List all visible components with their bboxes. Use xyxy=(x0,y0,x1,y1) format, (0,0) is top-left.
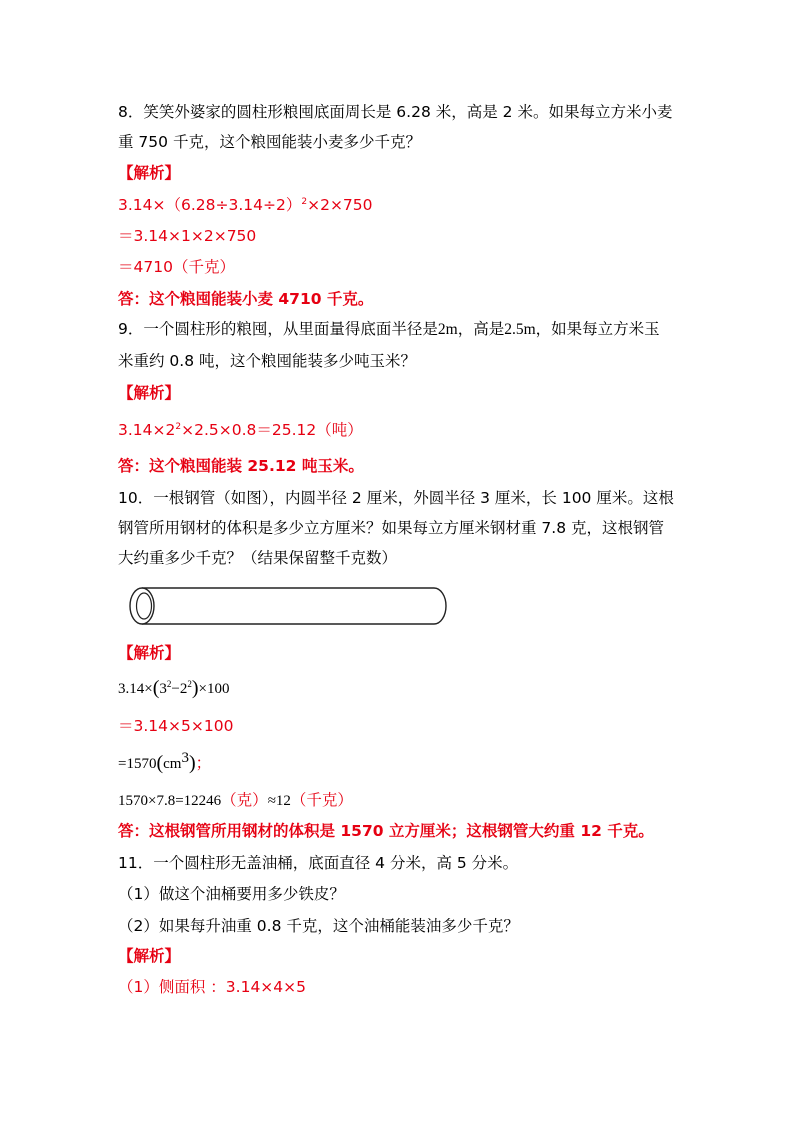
q9-step1: $3.14\times 2^2\times 2.5\times 0.8=25.12$（吨） xyxy=(118,421,363,439)
q8-jiexi-heading: 【解析】 xyxy=(118,164,181,182)
q10-formula3: $=1570(cm^3)$； xyxy=(118,750,212,774)
q9-answer: 答：这个粮囤能装 25.12 吨玉米。 xyxy=(118,457,364,475)
q8-answer: 答：这个粮囤能装小麦 4710 千克。 xyxy=(118,290,374,308)
pipe-body-outline xyxy=(142,588,446,624)
q10-line3: 大约重多少千克？（结果保留整千克数） xyxy=(118,549,398,567)
q8-step2: ＝3.14×1×2×750 xyxy=(118,227,257,245)
q9-radius: 2m xyxy=(437,321,458,338)
q9-height: 2.5m xyxy=(504,321,536,338)
q9-line1: 9．一个圆柱形的粮囤，从里面量得底面半径是2m，高是2.5m，如果每立方米玉 xyxy=(118,320,660,338)
q11-jiexi-heading: 【解析】 xyxy=(118,947,181,965)
q11-step1: （1）侧面积 ：3.14×4×5 xyxy=(118,978,306,996)
q9-jiexi-heading: 【解析】 xyxy=(118,384,181,402)
q10-formula1: $3.14\times(3^2-2^2)\times 100$ xyxy=(118,677,230,699)
q10-step2: ＝3.14×5×100 xyxy=(118,717,234,735)
steel-pipe-figure xyxy=(128,584,450,628)
q10-formula4: 1570×7.8=12246（克）≈12（千克） xyxy=(118,791,353,809)
q10-line1: 10．一根钢管（如图），内圆半径 2 厘米，外圆半径 3 厘米，长 100 厘米。这根 xyxy=(118,489,674,507)
q10-jiexi-heading: 【解析】 xyxy=(118,644,181,662)
q8-line2: 重 750 千克，这个粮囤能装小麦多少千克？ xyxy=(118,133,421,151)
q11-sub1: （1）做这个油桶要用多少铁皮？ xyxy=(118,885,345,903)
q11-line1: 11．一个圆柱形无盖油桶，底面直径 4 分米，高 5 分米。 xyxy=(118,854,519,872)
pipe-inner-circle xyxy=(137,593,152,619)
q8-step1: $3.14\times(6.28\div 3.14\div 2)^2\times 2\times 750$ xyxy=(118,196,373,214)
q9-line2: 米重约 0.8 吨，这个粮囤能装多少吨玉米？ xyxy=(118,352,417,370)
q8-line1: 8．笑笑外婆家的圆柱形粮囤底面周长是 6.28 米，高是 2 米。如果每立方米小麦 xyxy=(118,103,673,121)
q10-line2: 钢管所用钢材的体积是多少立方厘米？如果每立方厘米钢材重 7.8 克，这根钢管 xyxy=(118,519,665,537)
q8-step3: ＝4710（千克） xyxy=(118,258,235,276)
q10-answer: 答：这根钢管所用钢材的体积是 1570 立方厘米；这根钢管大约重 12 千克。 xyxy=(118,822,654,840)
q11-sub2: （2）如果每升油重 0.8 千克，这个油桶能装油多少千克？ xyxy=(118,917,519,935)
